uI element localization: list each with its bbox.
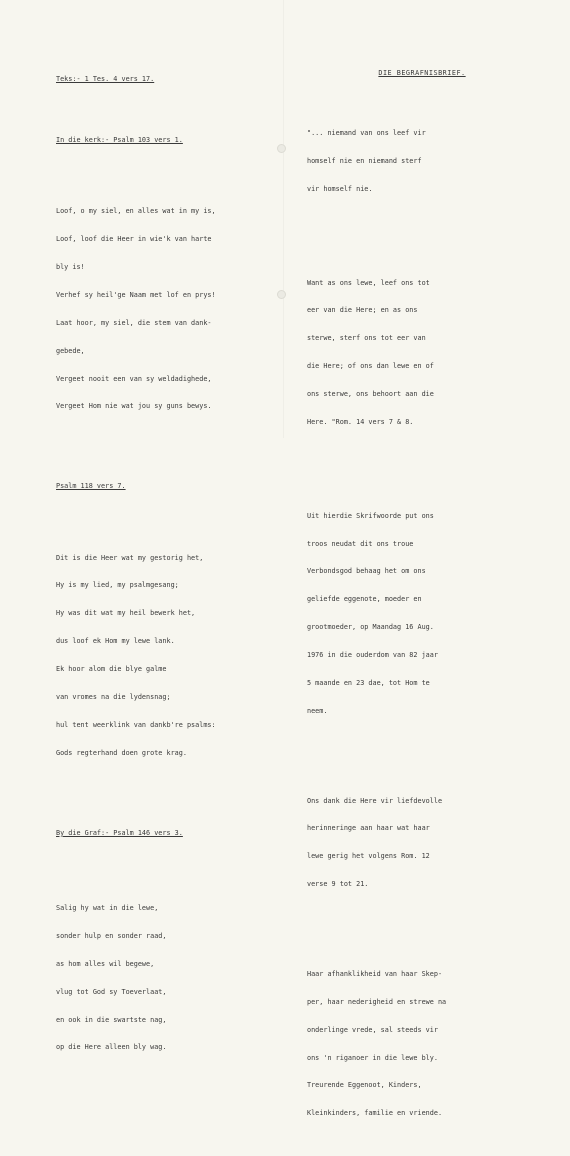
- verse-line: as hom alles wil begewe,: [56, 959, 155, 968]
- verse-line: op die Here alleen bly wag.: [56, 1043, 167, 1052]
- text-line: homself nie en niemand sterf: [307, 156, 422, 165]
- text-line: vir homself nie.: [307, 184, 373, 193]
- verse-line: en ook in die swartste nag,: [56, 1015, 167, 1024]
- psalm-118-verse: [56, 535, 266, 777]
- verse-line: sonder hulp en sonder raad,: [56, 931, 167, 940]
- closing-paragraph: [307, 951, 537, 1137]
- mourners-line: Treurende Eggenoot, Kinders,: [307, 1081, 422, 1090]
- scripture-quote: [307, 110, 537, 212]
- church-psalm-verse: [56, 189, 266, 431]
- verse-line: Verhef sy heil'ge Naam met lof en prys!: [56, 290, 216, 299]
- verse-line: Hy was dit wat my heil bewerk het,: [56, 609, 196, 618]
- church-psalm-heading: In die kerk:- Psalm 103 vers 1.: [56, 136, 183, 145]
- scripture-quote-continued: [307, 260, 537, 446]
- graveside-psalm-verse: [56, 885, 266, 1071]
- text-line: Ons dank die Here vir liefdevolle: [307, 796, 443, 805]
- verse-line: Gods regterhand doen grote krag.: [56, 748, 187, 757]
- death-announcement: [307, 493, 537, 735]
- thanksgiving-paragraph: [307, 778, 537, 908]
- text-line: onderlinge vrede, sal steeds vir: [307, 1025, 438, 1034]
- psalm-118-heading: Psalm 118 vers 7.: [56, 482, 126, 491]
- verse-line: Vergeet Hom nie wat jou sy guns bewys.: [56, 402, 212, 411]
- verse-line: vlug tot God sy Toeverlaat,: [56, 987, 167, 996]
- graveside-psalm-heading: By die Graf:- Psalm 146 vers 3.: [56, 828, 183, 837]
- text-line: 1976 in die ouderdom van 82 jaar: [307, 651, 438, 660]
- verse-line: Ek hoor alom die blye galme: [56, 665, 167, 674]
- punch-hole: [277, 144, 286, 153]
- text-line: ons sterwe, ons behoort aan die: [307, 390, 434, 399]
- letter-title: DIE BEGRAFNISBRIEF.: [378, 68, 466, 77]
- right-column: [307, 50, 537, 1156]
- text-line: eer van die Here; en as ons: [307, 306, 418, 315]
- text-line: die Here; of ons dan lewe en of: [307, 362, 434, 371]
- text-line: grootmoeder, op Maandag 16 Aug.: [307, 623, 434, 632]
- text-line: neem.: [307, 706, 328, 715]
- text-line: ons 'n riganoer in die lewe bly.: [307, 1053, 438, 1062]
- verse-line: Hy is my lied, my psalmgesang;: [56, 581, 179, 590]
- mourners-line: Kleinkinders, familie en vriende.: [307, 1109, 443, 1118]
- verse-line: gebede,: [56, 346, 85, 355]
- text-line: Haar afhanklikheid van haar Skep-: [307, 969, 443, 978]
- text-line: lewe gerig het volgens Rom. 12: [307, 852, 430, 861]
- text-line: geliefde eggenote, moeder en: [307, 595, 422, 604]
- verse-line: Dit is die Heer wat my gestorig het,: [56, 553, 204, 562]
- text-line: Uit hierdie Skrifwoorde put ons: [307, 511, 434, 520]
- text-line: Verbondsgod behaag het om ons: [307, 567, 426, 576]
- text-line: Want as ons lewe, leef ons tot: [307, 278, 430, 287]
- text-line: troos neudat dit ons troue: [307, 539, 414, 548]
- verse-line: hul tent weerklink van dankb're psalms:: [56, 720, 216, 729]
- text-line: Here. "Rom. 14 vers 7 & 8.: [307, 417, 414, 426]
- text-line: 5 maande en 23 dae, tot Hom te: [307, 679, 430, 687]
- text-line: herinneringe aan haar wat haar: [307, 824, 430, 833]
- page-fold: [283, 0, 284, 438]
- punch-hole: [277, 290, 286, 299]
- text-line: per, haar nederigheid en strewe na: [307, 997, 447, 1006]
- left-column: [56, 56, 266, 1090]
- verse-line: Loof, o my siel, en alles wat in my is,: [56, 207, 216, 216]
- text-line: verse 9 tot 21.: [307, 880, 369, 889]
- verse-line: Loof, loof die Heer in wie'k van harte: [56, 235, 212, 244]
- verse-line: bly is!: [56, 262, 85, 271]
- verse-line: Salig hy wat in die lewe,: [56, 903, 159, 912]
- verse-line: Laat hoor, my siel, die stem van dank-: [56, 318, 212, 327]
- verse-line: Vergeet nooit een van sy weldadighede,: [56, 374, 212, 383]
- text-reference: Teks:- 1 Tes. 4 vers 17.: [56, 74, 155, 83]
- verse-line: van vromes na die lydensnag;: [56, 693, 171, 701]
- verse-line: dus loof ek Hom my lewe lank.: [56, 637, 175, 646]
- text-line: "... niemand van ons leef vir: [307, 129, 426, 138]
- text-line: sterwe, sterf ons tot eer van: [307, 334, 426, 343]
